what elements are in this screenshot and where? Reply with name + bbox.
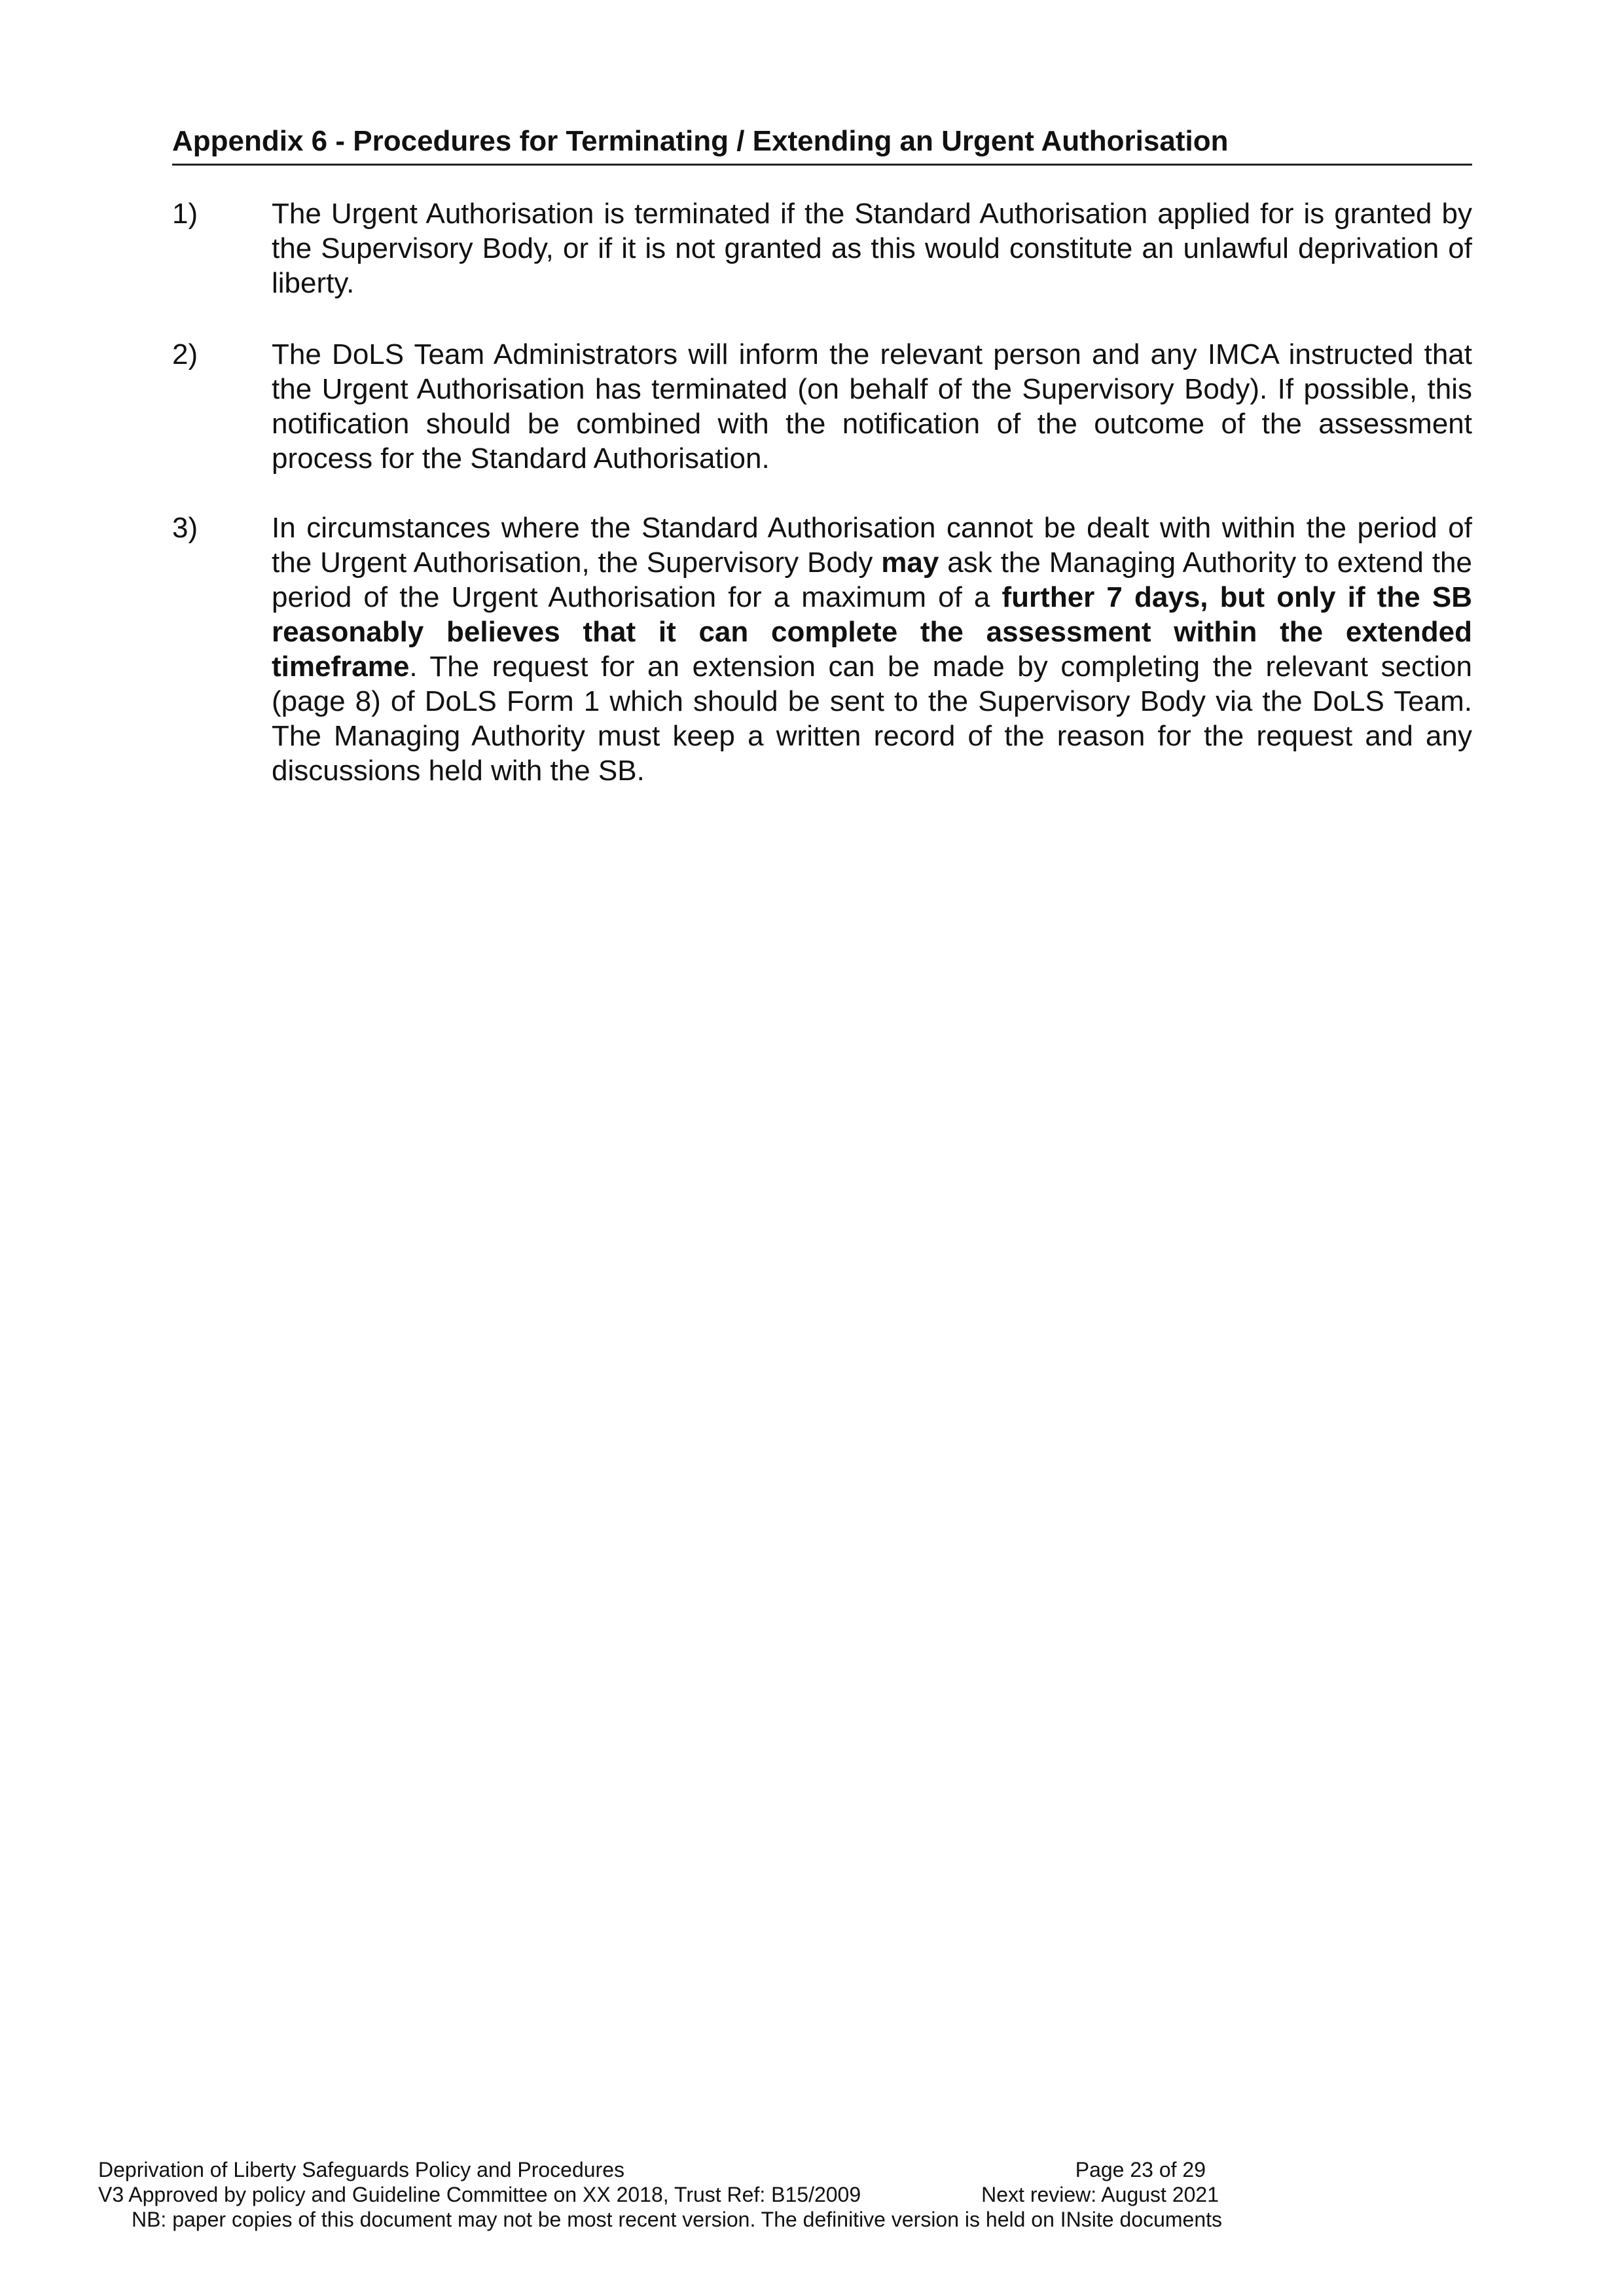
- item-text-segment: . The request for an extension can be made by completing the relevant section (page 8) of DoLS Form 1 which should be sent to the Supervisory Body via the DoLS Team. The Managing Authority must keep a written record of the reason for the request and any discussions held with the SB.: [272, 651, 1472, 787]
- footer-page-number: Page 23 of 29: [1075, 2158, 1206, 2181]
- item-number: 1): [172, 198, 198, 230]
- footer-row: [98, 2182, 1317, 2207]
- item-number: 3): [172, 512, 198, 544]
- item-text: [272, 196, 1472, 300]
- footer-note: NB: paper copies of this document may not be most recent version. The definitive version is held on INsite documents: [131, 2208, 1222, 2231]
- item-number: 2): [172, 338, 198, 370]
- item-text-bold-segment: may: [881, 547, 939, 579]
- footer-row: [98, 2207, 1317, 2232]
- item-text-segment: The Urgent Authorisation is terminated if the Standard Authorisation applied for is granted by the Supervisory Body, or if it is not granted as this would constitute an unlawful deprivation of liberty.: [272, 198, 1472, 299]
- appendix-heading: Appendix 6 - Procedures for Terminating / Extending an Urgent Authorisation: [172, 122, 1472, 166]
- footer-approval-info: V3 Approved by policy and Guideline Committee on XX 2018, Trust Ref: B15/2009: [98, 2183, 861, 2206]
- item-text: [272, 337, 1472, 476]
- item-text-segment: In circumstances where the Standard Authorisation cannot be dealt with within the period of the Urgent Authorisation, the Supervisory Body: [272, 512, 1472, 579]
- item-text-bold-segment: further 7 days, but only if the SB reasonably believes that it can complete the assessment within the extended timeframe: [272, 581, 1473, 683]
- item-text-segment: ask the Managing Authority to extend the period of the Urgent Authorisation for a maximum of a: [272, 547, 1472, 613]
- footer-row: [98, 2157, 1317, 2182]
- item-text-segment: The DoLS Team Administrators will inform the relevant person and any IMCA instructed that the Urgent Authorisation has terminated (on behalf of the Supervisory Body). If possible, this notification should be combined with the notification of the outcome of the assessment process for the Standard Authorisation.: [272, 338, 1472, 475]
- footer-document-title: Deprivation of Liberty Safeguards Policy and Procedures: [98, 2158, 624, 2181]
- item-text: [272, 511, 1472, 788]
- footer-next-review: Next review: August 2021: [981, 2183, 1219, 2206]
